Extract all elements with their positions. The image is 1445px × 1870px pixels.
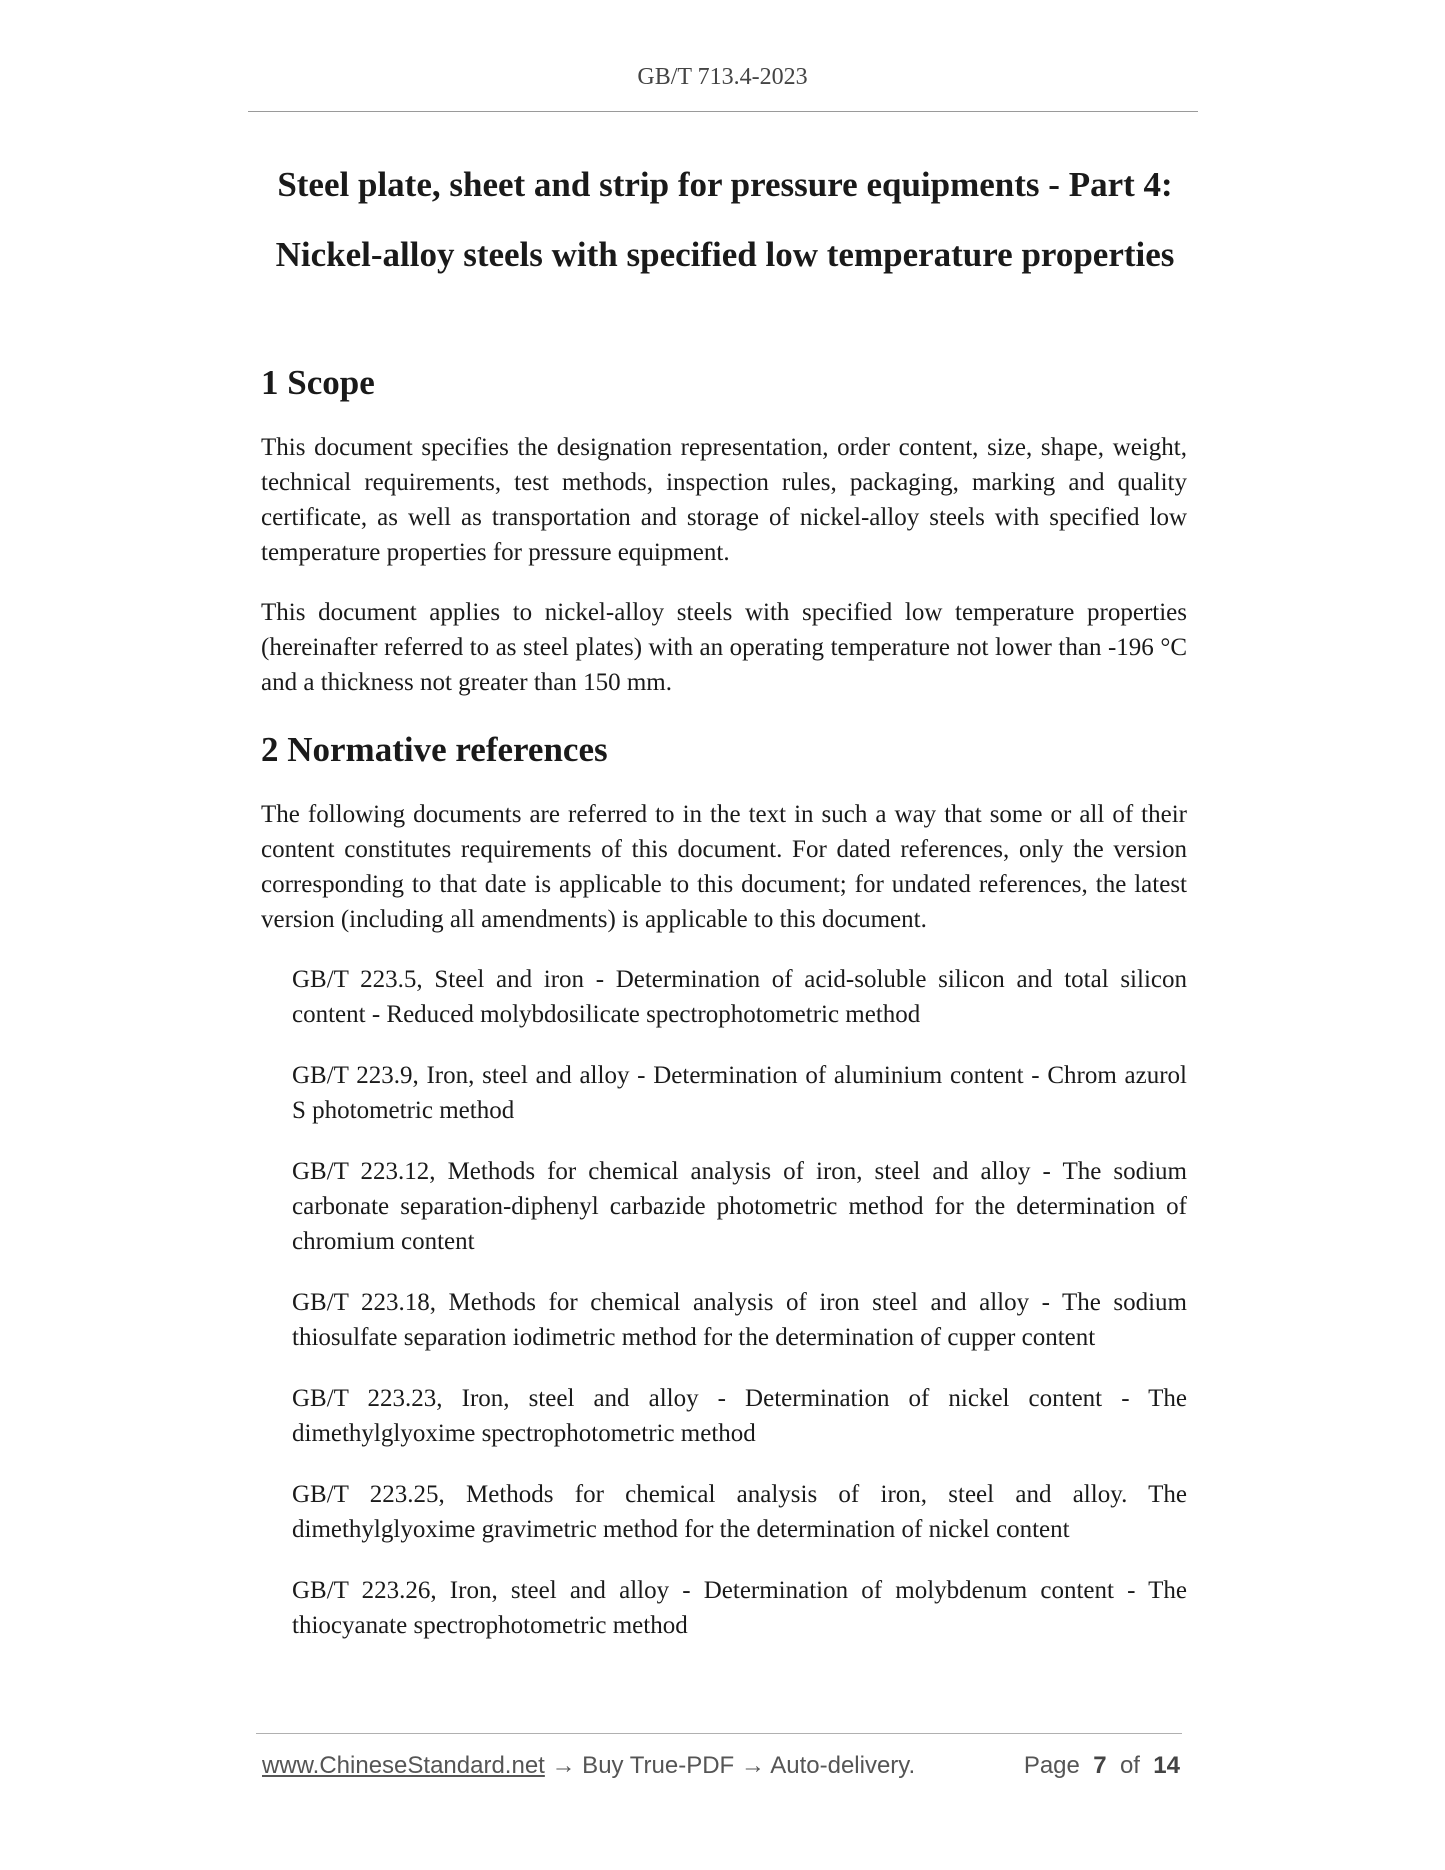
reference-item: GB/T 223.9, Iron, steel and alloy - Determination of aluminium content - Chrom azurol S photometric method: [292, 1062, 1187, 1124]
page-total: 14: [1153, 1752, 1180, 1779]
reference-item: GB/T 223.23, Iron, steel and alloy - Determination of nickel content - The dimethylglyoxime spectrophotometric method: [292, 1385, 1187, 1447]
page-number: 7: [1093, 1752, 1107, 1779]
document-body: [261, 358, 1187, 1669]
scope-paragraph-2: This document applies to nickel-alloy steels with specified low temperature properties (hereinafter referred to as steel plates) with an operating temperature not lower than -196 °C and a thickness not greater than 150 mm.: [261, 599, 1187, 696]
footer-divider: [256, 1733, 1182, 1734]
of-label: of: [1119, 1752, 1140, 1779]
section-heading-normative-references: 2 Normative references: [261, 730, 608, 769]
footer-promo: [262, 1752, 915, 1780]
header-divider: [248, 111, 1198, 112]
normative-intro-paragraph: The following documents are referred to in the text in such a way that some or all of their content constitutes requirements of this document. For dated references, only the version corresponding to that date is applicable to this document; for undated references, the latest version (including all amendments) is applicable to this document.: [261, 801, 1187, 933]
reference-item: GB/T 223.26, Iron, steel and alloy - Determination of molybdenum content - The thiocyanate spectrophotometric method: [292, 1577, 1187, 1639]
reference-item: GB/T 223.25, Methods for chemical analysis of iron, steel and alloy. The dimethylglyoxime gravimetric method for the determination of nickel content: [292, 1481, 1187, 1543]
title-line-2: Nickel-alloy steels with specified low temperature properties: [275, 235, 1175, 274]
title-line-1: Steel plate, sheet and strip for pressure equipments - Part 4:: [277, 165, 1173, 204]
page-indicator: [1024, 1752, 1180, 1780]
reference-list: [261, 962, 1187, 1643]
document-title: [230, 150, 1220, 290]
page-label: Page: [1023, 1752, 1080, 1779]
section-heading-scope: 1 Scope: [261, 363, 375, 402]
document-code-header: GB/T 713.4-2023: [637, 64, 808, 90]
reference-item: GB/T 223.12, Methods for chemical analysis of iron, steel and alloy - The sodium carbonate separation-diphenyl carbazide photometric method for the determination of chromium content: [292, 1158, 1187, 1255]
reference-item: GB/T 223.18, Methods for chemical analysis of iron steel and alloy - The sodium thiosulfate separation iodimetric method for the determination of cupper content: [292, 1289, 1187, 1351]
footer-tagline: → Buy True-PDF → Auto-delivery.: [544, 1752, 916, 1779]
reference-item: GB/T 223.5, Steel and iron - Determination of acid-soluble silicon and total silicon content - Reduced molybdosilicate spectrophotometric method: [292, 966, 1187, 1028]
site-link[interactable]: www.ChineseStandard.net: [262, 1752, 545, 1779]
scope-paragraph-1: This document specifies the designation representation, order content, size, shape, weight, technical requirements, test methods, inspection rules, packaging, marking and quality certificate, as well as transportation and storage of nickel-alloy steels with specified low temperature properties for pressure equipment.: [261, 434, 1187, 566]
